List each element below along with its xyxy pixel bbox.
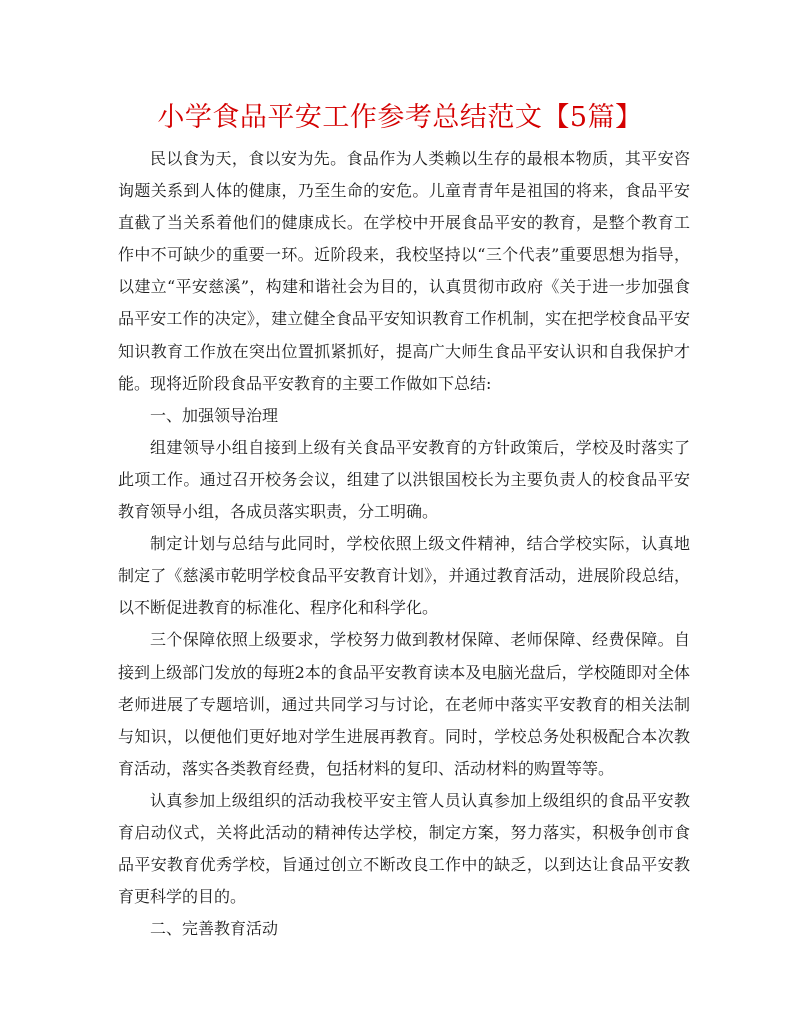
section-heading-1: 一、加强领导治理: [150, 405, 279, 425]
document-body: [118, 143, 690, 945]
paragraph-activities: 认真参加上级组织的活动我校平安主管人员认真参加上级组织的食品平安教育启动仪式，关将此活动的精神传达学校，制定方案，努力落实，积极争创市食品平安教育优秀学校，旨通过创立不断改良工作中的缺乏，以到达让食品平安教育更科学的目的。: [118, 790, 690, 907]
paragraph-intro: 民以食为天，食以安为先。食品作为人类赖以生存的最根本物质，其平安咨询题关系到人体的健康，乃至生命的安危。儿童青青年是祖国的将来，食品平安直截了当关系着他们的健康成长。在学校中开展食品平安的教育，是整个教育工作中不可缺少的重要一环。近阶段来，我校坚持以“三个代表”重要思想为指导，以建立“平安慈溪”，构建和谐社会为目的，认真贯彻市政府《关于进一步加强食品平安工作的决定》，建立健全食品平安知识教育工作机制，实在把学校食品平安知识教育工作放在突出位置抓紧抓好，提高广大师生食品平安认识和自我保护才能。现将近阶段食品平安教育的主要工作做如下总结:: [118, 149, 690, 393]
paragraph-three-guarantees: 三个保障依照上级要求，学校努力做到教材保障、老师保障、经费保障。自接到上级部门发放的每班2本的食品平安教育读本及电脑光盘后，学校随即对全体老师进展了专题培训，通过共同学习与讨论，在老师中落实平安教育的相关法制与知识，以便他们更好地对学生进展再教育。同时，学校总务处积极配合本次教育活动，落实各类教育经费，包括材料的复印、活动材料的购置等等。: [118, 630, 690, 778]
document-title: 小学食品平安工作参考总结范文【5篇】: [157, 102, 643, 133]
paragraph-plan-summary: 制定计划与总结与此同时，学校依照上级文件精神，结合学校实际，认真地制定了《慈溪市乾明学校食品平安教育计划》，并通过教育活动，进展阶段总结，以不断促进教育的标准化、程序化和科学化。: [118, 534, 690, 618]
section-heading-2: 二、完善教育活动: [150, 919, 279, 939]
paragraph-leadership-group: 组建领导小组自接到上级有关食品平安教育的方针政策后，学校及时落实了此项工作。通过召开校务会议，组建了以洪银国校长为主要负责人的校食品平安教育领导小组，各成员落实职责，分工明确。: [118, 437, 690, 522]
